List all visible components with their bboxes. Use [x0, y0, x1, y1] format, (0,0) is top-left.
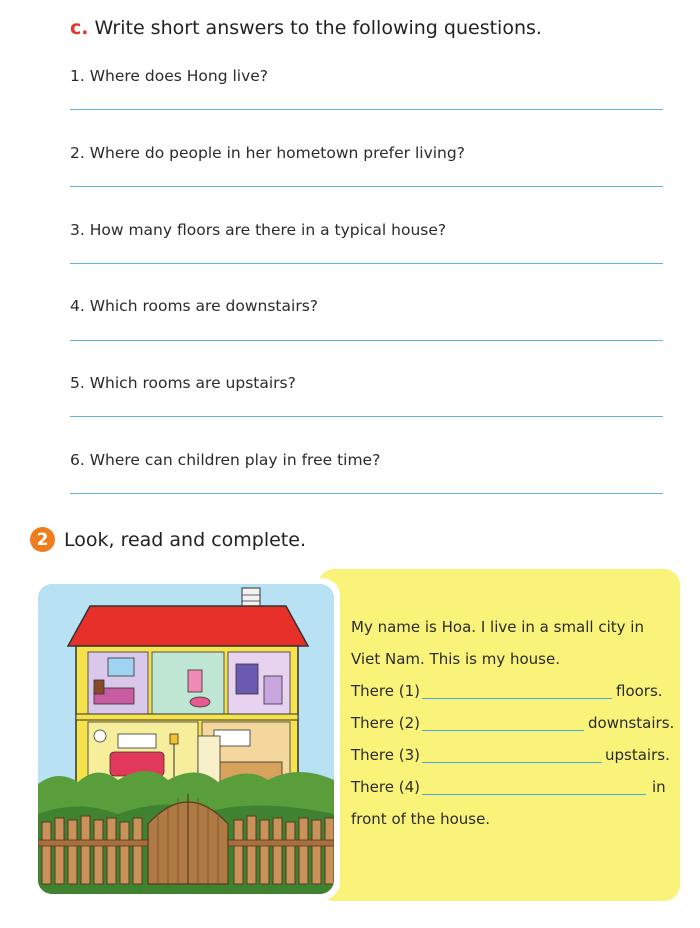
section-number-badge: 2 — [30, 527, 55, 552]
passage-last-line: front of the house. — [351, 810, 491, 828]
question-2: 2. Where do people in her hometown prefer living? — [70, 144, 465, 162]
blank-2-suffix: downstairs. — [588, 714, 675, 732]
blank-3-line[interactable] — [422, 762, 602, 763]
question-5: 5. Which rooms are upstairs? — [70, 374, 296, 392]
blank-4-suffix: in — [652, 778, 666, 796]
section-c-heading — [70, 17, 542, 39]
blank-1-suffix: floors. — [616, 682, 663, 700]
answer-line-1[interactable] — [70, 109, 663, 110]
question-3: 3. How many floors are there in a typical house? — [70, 221, 447, 239]
blank-1-prefix: There (1) — [351, 682, 420, 700]
blank-1-line[interactable] — [422, 698, 612, 699]
blank-3-suffix: upstairs. — [605, 746, 670, 764]
blank-3-prefix: There (3) — [351, 746, 420, 764]
house-illustration — [38, 584, 334, 894]
house-picture-frame — [32, 578, 340, 900]
answer-line-4[interactable] — [70, 340, 663, 341]
section-c-letter: c. — [70, 17, 89, 39]
house-drawing — [38, 584, 334, 894]
blank-4-line[interactable] — [422, 794, 646, 795]
blank-4-prefix: There (4) — [351, 778, 420, 796]
answer-line-5[interactable] — [70, 416, 663, 417]
question-1: 1. Where does Hong live? — [70, 67, 269, 85]
question-6: 6. Where can children play in free time? — [70, 451, 381, 469]
answer-line-6[interactable] — [70, 493, 663, 494]
answer-line-3[interactable] — [70, 263, 663, 264]
question-4: 4. Which rooms are downstairs? — [70, 297, 318, 315]
passage-line-2: Viet Nam. This is my house. — [351, 650, 560, 668]
blank-2-line[interactable] — [422, 730, 584, 731]
blank-2-prefix: There (2) — [351, 714, 420, 732]
section-2-instruction: Look, read and complete. — [64, 528, 306, 551]
section-c-instruction: Write short answers to the following questions. — [94, 17, 542, 39]
answer-line-2[interactable] — [70, 186, 663, 187]
passage-line-1: My name is Hoa. I live in a small city in — [351, 618, 644, 636]
section-2-heading — [30, 527, 306, 552]
